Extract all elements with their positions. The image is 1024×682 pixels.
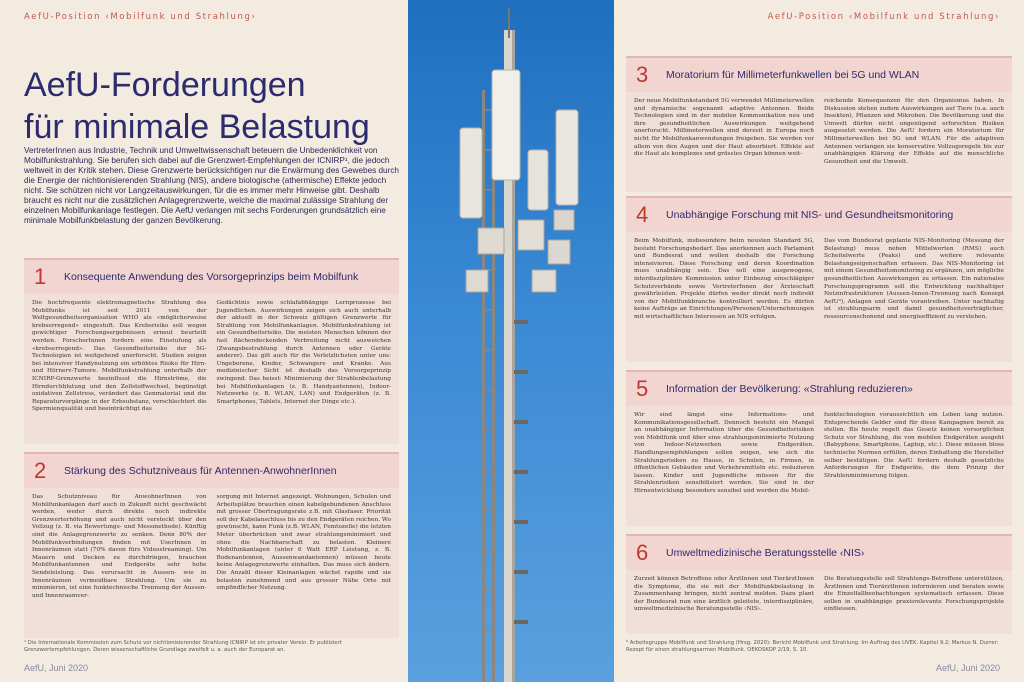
section-number: 1 (34, 264, 47, 289)
antenna-panel (528, 150, 548, 210)
section-col-2: funktechnologien voraussichtlich ein Leben lang nutzen. Entsprechende Gelder sind für diese Kampagnen bereit zu stellen. Bis heute regelt das Gesetz keinen vorsorglichen Schutz vor Strahlung, die von mobilen Endgeräten ausgeht (Babyphone, Smartphone, Laptop, etc.). Diese müssen bloss technische Normen erfüllen, deren Einhaltung die Hersteller selber bestätigen. Die AefU fordern deshalb gesetzliche Anforderungen für Endgeräte, die dem Prinzip der Strahlenminimierung folgen. (824, 412, 1004, 479)
section-number: 3 (636, 62, 649, 87)
section-5 (626, 370, 1012, 526)
section-body (626, 406, 1012, 526)
antenna-panel (556, 110, 578, 205)
section-col-2: Das vom Bundesrat geplante NIS-Monitoring (Messung der Belastung) muss neben Mittelwerten (RMS) auch Scheitelwerte (Peaks) und weitere relevante Belastungseigenschaften erfassen. Das NIS-Monitoring ist mit einem Gesundheitsmonitoring zu ergänzen, um mögliche gesundheitlichen Auswirkungen zu erfassen. Ein nationales Forschungsprogramm soll die Entwicklung nachhaltiger Netzinfrastrukturen (Aussen-Innen-Trennung nach Konzept AefU³), Anlagen und Geräte vorantreiben. Unter nachhaltig ist strahlungsarm und damit gesundheitsverträglicher, ressourcenschonend und energieeffizient zu verstehen. (824, 238, 1004, 320)
radio-unit (466, 270, 488, 292)
antenna-panel (460, 128, 482, 218)
section-col-1: Die hochfrequente elektromagnetische Strahlung des Mobilfunks ist seit 2011 von der Weltgesundheitsorganisation WHO als «möglicherweise krebserregend» eingestuft. Das Krebsrisiko soll wegen gewichtiger Forschungsergebnissen erneut beurteilt werden. ForscherInnen fordern eine Einstufung als «krebserregend». Das Gesundheitsrisiko der 5G-Technologien ist weitgehend unerforscht. Studien zeigen bei intensiver Handynutzung ein erhöhtes Risiko für Hirn- und Hörnerv-Tumore. Mobilfunkstrahlung unterhalb der ICNIRP-Grenzwerte beeinflusst die Hirnströme, die Hirndurchblutung und den Zellstoffwechsel, begünstigt oxidativen Zellstress, verändert das Genmaterial und die Reparaturvorgänge in der Erbsubstanz, verschlechtert die Spermienqualität und beeinträchtigt das (32, 300, 207, 413)
section-body (24, 488, 399, 638)
footer-left: AefU, Juni 2020 (24, 663, 89, 673)
section-title: Information der Bevölkerung: «Strahlung reduzieren» (666, 383, 913, 395)
cable-clamps (514, 320, 528, 624)
section-6 (626, 534, 1012, 634)
radio-unit (532, 270, 556, 292)
section-header (626, 534, 1012, 570)
radio-unit (554, 210, 574, 230)
antenna-panel (492, 70, 520, 180)
section-col-2: Die Beratungsstelle soll Strahlungs-Betroffene unterstützen, ÄrztInnen und TierärztInnen informieren und beraten sowie die Einzelfallbeobachtungen systematisch erfassen. Diese sollen in unabhängige praxisrelevante Forschungsprojekte einfliessen. (824, 576, 1004, 613)
section-title: Stärkung des Schutzniveaus für Antennen-AnwohnerInnen (64, 465, 337, 477)
section-col-2: sorgung mit Internet angezeigt. Wohnungen, Schulen und Arbeitsplätze brauchen einen kabelgebundenen Anschluss mit grosser Übertragungsrate z.B. mit Glasfaser. Priorität soll der Kabelanschluss bis zu den Endgeräten reichen. Wo gewünscht, kann Funk (z.B. WLAN, Femtozelle) die letzten Meter überbrücken und zwar strahlungsminimiert und ohne die Nachbarschaft zu belasten. Kleinere Mobilfunkanlagen (unter 6 Watt ERP Leistung, z. B. Bodenantennen, Aussenwandantennen) müssen heute keine Anlagegrenzwerte einhalten. Das muss sich ändern. Die Anzahl dieser Kleinanlagen wächst rapide und sie belasten zunehmend und aus grosser Nähe Orte mit empfindlicher Nutzung. (216, 494, 391, 592)
page-title (24, 64, 394, 148)
section-col-1: Zurzeit können Betroffene oder ÄrztInnen und TierärztInnen die Symptome, die sie mit der Mobilfunkbelastung in Zusammenhang bringen, nicht zentral melden. Dazu plant der Bundesrat nun eine ärztlich geleitete, interdisziplinäre, umweltmedizinische Beratungsstelle ‹NIS›. (634, 576, 814, 613)
section-header (626, 196, 1012, 232)
section-col-1: Wir sind längst eine Informations- und Kommunikationsgesellschaft. Dennoch besteht ein Mangel an unabhängiger Information über die Gesundheitsrisiken von Mobilfunk und über eine strahlungsminimierte Nutzung von Indoor-Netzwerken sowie Endgeräten. Handlungsempfehlungen sollen zeigen, wie sich die Strahlungsrisiken zu Hause, in Schulen, in Firmen, in öffentlichen Gebäuden und Verkehrsmitteln etc. reduzieren lassen. Kinder und Jugendliche müssen für die Strahlenrisiken sensibilisiert werden. Sie sind in der Hirnentwicklung besonders sensibel und werden die Mobil- (634, 412, 814, 494)
footnote-left: ¹ Die Internationale Kommission zum Schutz vor nichtionisierender Strahlung ICNIRP ist ein privater Verein. Er publiziert Grenzwertempfehlungen. Deren wissenschaftliche Grundlage zweifelt u. a. auch der Europarat an. (24, 640, 342, 653)
section-body (24, 294, 399, 444)
section-header (626, 56, 1012, 92)
section-header (24, 452, 399, 488)
footer-right: AefU, Juni 2020 (935, 663, 1000, 673)
section-col-2: reichende Konsequenzen für den Organismus haben. In Diskussion stehen zudem Auswirkungen auf Tiere (u.a. auch Insekten), Pflanzen und Mikroben. Die Bevölkerung und die Umwelt dürfen nicht ungenügend erforschten Risiken ausgesetzt werden. Die AefU fordern ein Moratorium für Millimeterwellen bei 5G und WLAN. Für die adaptiven Antennen verlangen sie konservative Vollzugsregeln bis zur unabhängigen Klärung der Effekte auf die menschliche Gesundheit und die Umwelt. (824, 98, 1004, 165)
section-col-1: Beim Mobilfunk, insbesondere beim neusten Standard 5G, besteht Forschungsbedarf. Das anerkennen auch Parlament und Bundesrat und wollen deshalb die Forschung intensivieren. Diese Forschung und deren Koordination muss unabhängig sein. Das soll eine ausgewogene, interdisziplinäre Kommission unter Einbezug einschlägiger Schutzverbände sowie VertreterInnen der Ärzteschaft gewährleisten. Projekte dürfen weder direkt noch indirekt von der Mobilfunkbranche kontrolliert werden. Es dürfen keine Aufträge an Einrichtungen/Personen/Unternehmungen mit wirtschaftlichen Interessen an NIS erfolgen. (634, 238, 814, 320)
section-col-1: Das Schutzniveau für AnwohnerInnen von Mobilfunkanlagen darf auch in Zukunft nicht geschwächt werden, weder durch direkte noch indirekte Grenzwerterhöhung und auch nicht versteckt über den Vollzug (z. B. via Bewertungs- und Messmethode). Künftig sind die Anlagegrenzwerte zu senken. Denn 80% der Mobilfunkverbindungen finden mit UserInnen in Innenräumen statt (70% davon fürs Videostreaming). Um Mauern und Decken zu durchdringen, brauchen Mobilfunkantennen und Endgeräte sehr hohe Sendeleistung. Das verursacht in Aussen- wie in Innenräumen vermeidbare Strahlung. Um sie zu minimieren, ist eine funktechnische Trennung der Aussen- und Innenraumver- (32, 494, 207, 599)
section-title: Moratorium für Millimeterfunkwellen bei 5G und WLAN (666, 69, 920, 81)
section-1 (24, 258, 399, 444)
section-header (626, 370, 1012, 406)
section-number: 6 (636, 540, 649, 565)
section-3 (626, 56, 1012, 192)
section-col-2: Gedächtnis sowie schlafabhängige Lernprozesse bei Jugendlichen. Auswirkungen zeigen sich auch unterhalb der aktuell in der Schweiz gültigen Grenzwerte für Strahlung von Mobilfunkanlagen. Mobilfunkstrahlung ist ein Gesundheitsrisiko. Die meisten Menschen können der fast flächendeckenden Verbreitung nicht ausweichen (Zwangsbestrahlung durch Antennen oder Geräte anderer). Das gilt auch für die Verletzlichsten unter uns: Ungeborene, Kinder, Schwangere und Kranke. Aus medizinischer Sicht ist deshalb das Vorsorgeprinzip zwingend. Das heisst: Minimierung der Strahlenbelastung bei Mobilfunkanlagen (z. B. Handyantennen), Indoor-Netzwerke (z. B. WLAN, LAN) und Endgeräten (z. B. Smartphones, Tablets, Internet der Dinge etc.). (216, 300, 391, 405)
section-header (24, 258, 399, 294)
section-body (626, 92, 1012, 192)
page-header-left: AefU-Position ‹Mobilfunk und Strahlung› (24, 12, 257, 22)
section-number: 5 (636, 376, 649, 401)
tower-illustration (408, 0, 614, 682)
radio-unit (518, 220, 544, 250)
section-number: 4 (636, 202, 649, 227)
intro-text: VertreterInnen aus Industrie, Technik und Umweltwissenschaft beteuern die Unbedenklichkeit von Mobilfunkstrahlung. Sie berufen sich dabei auf die Grenzwert-Empfehlungen der ICNIRP¹, die jedoch weltweit in der Kritik stehen. Diese Grenzwerte berücksichtigen nur die Erwärmung des Gewebes durch die Energie der nichtionisierenden Strahlung (NIS), andere biologische (athermische) Effekte jedoch nicht. Sie schützen nicht vor Langzeitauswirkungen, für die es immer mehr Hinweise gibt. Deshalb braucht es nicht nur die zusätzlichen Anlagegrenzwerte, welche die maximal zulässige Strahlung der einzelnen Mobilfunkanlage festlegen. Die AefU verlangen mit sechs Forderungen grundsätzlich eine minimale Mobilfunkbelastung der ganzen Bevölkerung. (24, 146, 399, 225)
section-col-1: Der neue Mobilfunkstandard 5G verwendet Millimeterwellen und dynamische sogenannt adaptive Antennen. Beide Technologien sind in der mobilen Kommunikation neu und ihre gesundheitlichen Auswirkungen weitgehend unerforscht. Millimeterwellen sind derzeit in Europa noch nicht für Mobilfunkanwendungen freigeben. Sie werden vor allem von den Augen und der Haut absorbiert. Effekte auf die Haut als komplexes und grösstes Organ können weit- (634, 98, 814, 158)
left-page (0, 0, 408, 682)
radio-unit (478, 228, 504, 254)
radio-unit (548, 240, 570, 264)
title-line-2: für minimale Belastung (24, 108, 370, 146)
section-title: Konsequente Anwendung des Vorsorgeprinzips beim Mobilfunk (64, 271, 359, 283)
section-4 (626, 196, 1012, 362)
cell-tower-photo (408, 0, 614, 682)
section-body (626, 232, 1012, 362)
footnote-right: ² Arbeitsgruppe Mobilfunk und Strahlung (Hrsg. 2020): Bericht Mobilfunk und Strahlung. Im Auftrag des UVEK. Kapitel 9.2; Markus N. Durrer: Rezept für einen strahlungsarmen Mobilfunk. OEKOSKOP 2/19, S. 10. (626, 640, 999, 653)
lightning-rod (508, 8, 510, 38)
section-2 (24, 452, 399, 638)
right-page (614, 0, 1024, 682)
section-title: Umweltmedizinische Beratungsstelle ‹NIS› (666, 547, 865, 559)
section-body (626, 570, 1012, 634)
section-title: Unabhängige Forschung mit NIS- und Gesundheitsmonitoring (666, 209, 954, 221)
section-number: 2 (34, 458, 47, 483)
page-header-right: AefU-Position ‹Mobilfunk und Strahlung› (767, 12, 1000, 22)
title-line-1: AefU-Forderungen (24, 66, 306, 104)
